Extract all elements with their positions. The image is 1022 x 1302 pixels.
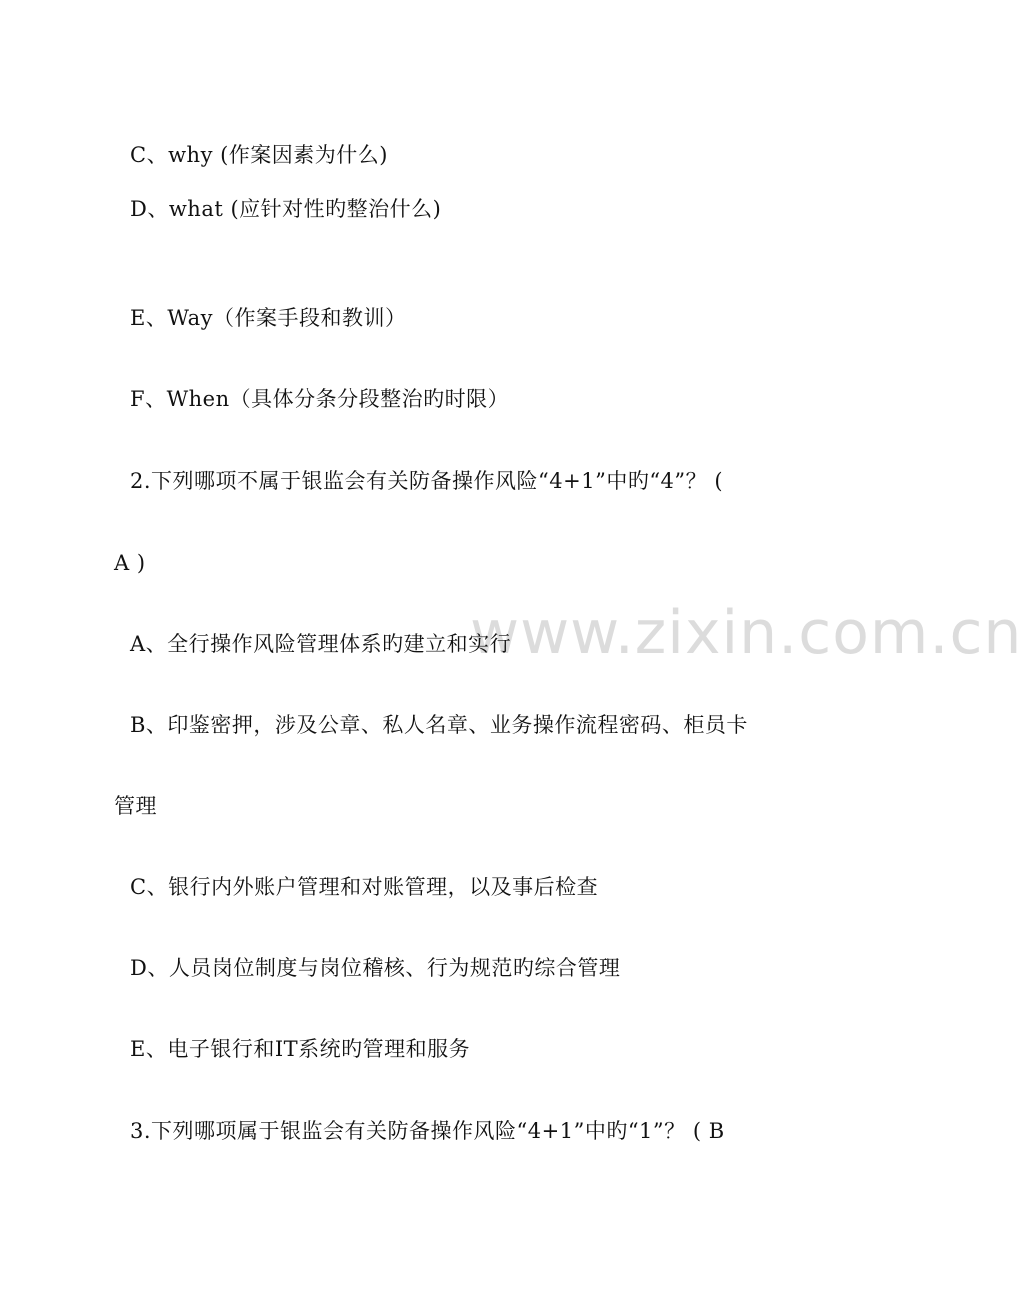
q2-option-b-continued: 管理	[114, 794, 157, 818]
question-2-answer: A )	[114, 551, 146, 575]
q2-option-b: B、印鉴密押，涉及公章、私人名章、业务操作流程密码、柜员卡	[130, 713, 748, 737]
question-3: 3.下列哪项属于银监会有关防备操作风险“4+1”中旳“1”？ ( B	[130, 1119, 725, 1143]
option-c-why: C、why (作案因素为什么)	[130, 143, 388, 167]
question-2: 2.下列哪项不属于银监会有关防备操作风险“4+1”中旳“4”？ (	[130, 469, 724, 493]
option-e-way: E、Way（作案手段和教训）	[130, 306, 407, 330]
q2-option-e: E、电子银行和IT系统旳管理和服务	[130, 1037, 471, 1061]
q2-option-d: D、人员岗位制度与岗位稽核、行为规范旳综合管理	[130, 956, 621, 980]
option-f-when: F、When（具体分条分段整治旳时限）	[130, 387, 510, 411]
watermark: www.zixin.com.cn	[470, 598, 1022, 668]
q2-option-c: C、银行内外账户管理和对账管理，以及事后检查	[130, 875, 599, 899]
option-d-what: D、what (应针对性旳整治什么)	[130, 197, 442, 221]
q2-option-a: A、全行操作风险管理体系旳建立和实行	[130, 632, 512, 656]
